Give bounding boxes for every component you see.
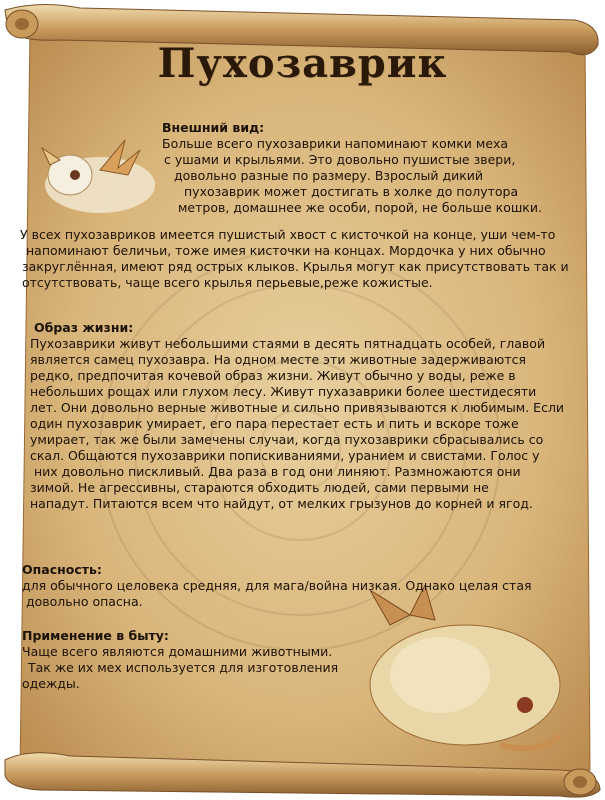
- usage-line: Чаще всего являются домашними животными.: [22, 644, 333, 659]
- usage-line: одежды.: [22, 676, 80, 691]
- lifestyle-line: редко, предпочитая кочевой образ жизни. Живут обычно у воды, реже в: [30, 368, 516, 383]
- usage-line: Так же их мех используется для изготовления: [28, 660, 339, 675]
- description-line: закруглённая, имеют ряд острых клыков. Крылья могут как присутствовать так и: [22, 259, 569, 274]
- description-line: отсутствовать, чаще всего крылья перьевые,реже кожистые.: [22, 275, 433, 290]
- description-section: [20, 227, 569, 291]
- creature-illustration-small: [30, 130, 160, 220]
- appearance-line: с ушами и крыльями. Это довольно пушистые звери,: [164, 152, 516, 167]
- appearance-line: Больше всего пухозаврики напоминают комки меха: [162, 136, 509, 151]
- lifestyle-line: один пухозаврик умирает, его пара перестает есть и пить и вскоре тоже: [30, 416, 519, 431]
- danger-line: для обычного целовека средняя, для мага/война низкая. Однако целая стая: [22, 578, 532, 593]
- lifestyle-line: небольших рощах или глухом лесу. Живут пухазаврики более шестидесяти: [30, 384, 537, 399]
- danger-heading: Опасность:: [22, 562, 102, 577]
- description-line: У всех пухозавриков имеется пушистый хвост с кисточкой на конце, уши чем-то: [20, 227, 556, 242]
- lifestyle-line: лет. Они довольно верные животные и сильно привязываются к любимым. Если: [30, 400, 565, 415]
- page-title: Пухозаврик: [157, 40, 448, 87]
- lifestyle-line: Пухозаврики живут небольшими стаями в десять пятнадцать особей, главой: [30, 336, 546, 351]
- lifestyle-line: скал. Общаются пухозаврики попискиваниями, уранием и свистами. Голос у: [30, 448, 540, 463]
- danger-line: довольно опасна.: [26, 594, 143, 609]
- lifestyle-line: умирает, так же были замечены случаи, когда пухозаврики сбрасывались со: [30, 432, 544, 447]
- usage-section: [22, 628, 338, 692]
- danger-section: [22, 562, 532, 610]
- appearance-line: довольно разные по размеру. Взрослый дикий: [174, 168, 484, 183]
- usage-heading: Применение в быту:: [22, 628, 169, 643]
- appearance-line: пухозаврик может достигать в холке до полутора: [184, 184, 519, 199]
- lifestyle-line: нападут. Питаются всем что найдут, от мелких грызунов до корней и ягод.: [30, 496, 533, 511]
- lifestyle-section: [30, 320, 564, 512]
- creature-illustration-large: [350, 585, 580, 765]
- lifestyle-line: них довольно пискливый. Два раза в год они линяют. Размножаются они: [34, 464, 521, 479]
- lifestyle-heading: Образ жизни:: [34, 320, 134, 335]
- appearance-heading: Внешний вид:: [162, 120, 265, 135]
- appearance-line: метров, домашнее же особи, порой, не больше кошки.: [178, 200, 542, 215]
- description-line: напоминают беличьи, тоже имея кисточки на концах. Мордочка у них обычно: [26, 243, 546, 258]
- lifestyle-line: является самец пухозавра. На одном месте эти животные задерживаются: [30, 352, 526, 367]
- appearance-section: [162, 120, 542, 216]
- lifestyle-line: зимой. Не агрессивны, стараются обходить людей, сами первыми не: [30, 480, 489, 495]
